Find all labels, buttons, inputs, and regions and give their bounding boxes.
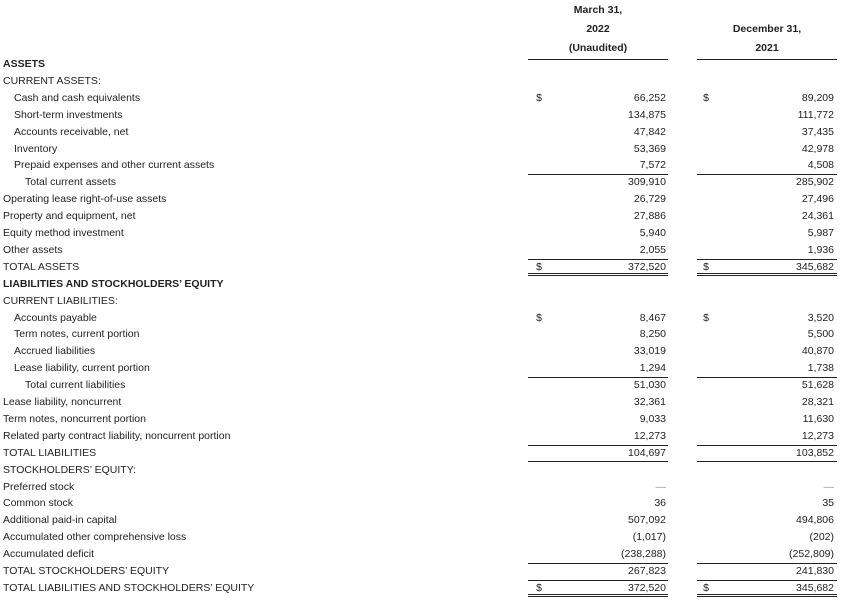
value-dec-2021: 24,361 xyxy=(801,210,834,223)
value-march-2022: 9,033 xyxy=(639,412,666,425)
value-march-2022: 66,252 xyxy=(633,91,666,104)
table-row xyxy=(0,563,841,580)
table-row xyxy=(0,343,841,360)
table-row xyxy=(0,580,841,597)
table-row xyxy=(0,293,841,310)
value-dec-2021: 494,806 xyxy=(796,514,834,527)
header-col2-line1: December 31, xyxy=(732,23,802,35)
row-label: Total current liabilities xyxy=(25,379,126,392)
row-label: Total current assets xyxy=(25,176,117,189)
header-col-dec-2021 xyxy=(697,20,837,58)
table-row xyxy=(0,394,841,411)
value-dec-2021: 12,273 xyxy=(801,429,834,442)
value-march-2022: 134,875 xyxy=(628,108,666,121)
table-row xyxy=(0,377,841,394)
value-march-2022: 309,910 xyxy=(628,176,666,189)
value-march-2022: 1,294 xyxy=(639,362,666,375)
value-march-2022: 267,823 xyxy=(628,565,666,577)
value-dec-2021: 89,209 xyxy=(801,91,834,104)
table-row xyxy=(0,107,841,124)
value-dec-2021: 285,902 xyxy=(796,176,834,189)
row-label: Lease liability, current portion xyxy=(14,362,150,375)
value-march-2022: 27,886 xyxy=(633,210,666,223)
table-row xyxy=(0,141,841,158)
table-row xyxy=(0,529,841,546)
value-march-2022: — xyxy=(655,480,666,493)
value-march-2022: 8,467 xyxy=(639,311,666,324)
row-label: Short-term investments xyxy=(14,108,123,121)
value-dec-2021: 103,852 xyxy=(796,446,834,459)
row-label: CURRENT ASSETS: xyxy=(3,74,101,87)
currency-symbol: $ xyxy=(536,91,542,104)
table-row xyxy=(0,445,841,462)
value-dec-2021: 345,682 xyxy=(796,581,834,594)
currency-symbol: $ xyxy=(703,91,709,104)
table-row xyxy=(0,56,841,73)
value-march-2022: (1,017) xyxy=(632,531,666,544)
currency-symbol: $ xyxy=(536,581,542,594)
value-march-2022: 7,572 xyxy=(639,159,666,172)
table-row xyxy=(0,411,841,428)
value-march-2022: 26,729 xyxy=(633,193,666,206)
value-dec-2021: 11,630 xyxy=(802,412,834,425)
value-dec-2021: 241,830 xyxy=(796,565,834,577)
header-col1-line3: (Unaudited) xyxy=(568,42,628,54)
table-row xyxy=(0,428,841,445)
row-label: Lease liability, noncurrent xyxy=(3,396,122,408)
table-row xyxy=(0,360,841,377)
value-march-2022: 5,940 xyxy=(639,227,666,239)
row-label: TOTAL STOCKHOLDERS’ EQUITY xyxy=(3,565,170,577)
row-label: Other assets xyxy=(3,243,63,256)
value-march-2022: (238,288) xyxy=(621,548,666,561)
table-row xyxy=(0,512,841,529)
header-col1-line2: 2022 xyxy=(586,23,610,35)
row-label: ASSETS xyxy=(3,58,46,70)
table-row xyxy=(0,124,841,141)
row-label: Inventory xyxy=(14,142,58,155)
row-label: Accounts receivable, net xyxy=(14,125,129,138)
row-label: Preferred stock xyxy=(3,480,75,493)
currency-symbol: $ xyxy=(536,311,542,324)
table-row xyxy=(0,90,841,107)
value-march-2022: 372,520 xyxy=(628,260,666,273)
value-march-2022: 507,092 xyxy=(628,514,666,527)
currency-symbol: $ xyxy=(536,260,542,273)
value-march-2022: 372,520 xyxy=(628,581,666,594)
row-label: Prepaid expenses and other current assets xyxy=(14,159,215,172)
value-dec-2021: 1,738 xyxy=(807,362,834,375)
row-label: STOCKHOLDERS’ EQUITY: xyxy=(3,463,137,476)
table-row xyxy=(0,191,841,208)
value-dec-2021: 40,870 xyxy=(801,345,834,358)
value-march-2022: 33,019 xyxy=(633,345,666,358)
row-label: Accumulated other comprehensive loss xyxy=(3,531,187,544)
value-dec-2021: 5,987 xyxy=(807,227,834,239)
value-dec-2021: 3,520 xyxy=(807,311,834,324)
row-label: TOTAL LIABILITIES xyxy=(3,446,97,459)
value-march-2022: 2,055 xyxy=(639,243,666,256)
value-dec-2021: 111,772 xyxy=(797,108,834,121)
row-label: Additional paid-in capital xyxy=(3,514,117,527)
row-label: Cash and cash equivalents xyxy=(14,91,141,104)
value-march-2022: 53,369 xyxy=(633,142,666,155)
value-dec-2021: (202) xyxy=(809,531,834,544)
value-dec-2021: 42,978 xyxy=(801,142,834,155)
value-march-2022: 12,273 xyxy=(633,429,666,442)
value-march-2022: 104,697 xyxy=(628,446,666,459)
row-label: Accrued liabilities xyxy=(14,345,96,358)
row-label: Term notes, current portion xyxy=(14,328,140,341)
header-col1-line1: March 31, xyxy=(573,4,623,16)
table-row xyxy=(0,495,841,512)
value-dec-2021: — xyxy=(823,480,834,493)
value-dec-2021: 27,496 xyxy=(801,193,834,206)
row-label: LIABILITIES AND STOCKHOLDERS’ EQUITY xyxy=(3,277,224,290)
value-march-2022: 51,030 xyxy=(633,379,666,392)
table-row xyxy=(0,276,841,293)
header-col-march-2022 xyxy=(528,1,668,58)
currency-symbol: $ xyxy=(703,311,709,324)
table-row xyxy=(0,242,841,259)
table-row xyxy=(0,73,841,90)
row-label: TOTAL LIABILITIES AND STOCKHOLDERS’ EQUITY xyxy=(3,581,255,594)
table-row xyxy=(0,479,841,496)
value-dec-2021: 5,500 xyxy=(807,328,834,341)
value-dec-2021: 4,508 xyxy=(807,159,834,172)
value-march-2022: 47,842 xyxy=(633,125,666,138)
value-march-2022: 8,250 xyxy=(639,328,666,341)
value-dec-2021: 51,628 xyxy=(801,379,834,392)
value-dec-2021: 1,936 xyxy=(807,243,834,256)
currency-symbol: $ xyxy=(703,260,709,273)
value-march-2022: 32,361 xyxy=(633,396,666,408)
value-dec-2021: 37,435 xyxy=(801,125,834,138)
row-label: Common stock xyxy=(3,497,74,510)
row-label: Term notes, noncurrent portion xyxy=(3,412,146,425)
value-dec-2021: 28,321 xyxy=(801,396,834,408)
row-label: Property and equipment, net xyxy=(3,210,136,223)
value-dec-2021: 345,682 xyxy=(796,260,834,273)
table-row xyxy=(0,462,841,479)
row-label: TOTAL ASSETS xyxy=(3,260,80,273)
table-row xyxy=(0,157,841,174)
row-label: Related party contract liability, noncurrent portion xyxy=(3,429,231,442)
header-col2-line2: 2021 xyxy=(755,42,779,54)
table-row xyxy=(0,174,841,191)
row-label: Accumulated deficit xyxy=(3,548,95,561)
value-march-2022: 36 xyxy=(654,497,666,510)
value-dec-2021: 35 xyxy=(822,497,834,510)
table-row xyxy=(0,208,841,225)
table-row xyxy=(0,326,841,343)
row-label: Operating lease right-of-use assets xyxy=(3,193,167,206)
currency-symbol: $ xyxy=(703,581,709,594)
table-row xyxy=(0,225,841,242)
table-row xyxy=(0,259,841,276)
row-label: Accounts payable xyxy=(14,311,97,324)
row-label: Equity method investment xyxy=(3,227,124,239)
value-dec-2021: (252,809) xyxy=(789,548,834,561)
row-label: CURRENT LIABILITIES: xyxy=(3,294,118,307)
table-row xyxy=(0,310,841,327)
table-row xyxy=(0,546,841,563)
